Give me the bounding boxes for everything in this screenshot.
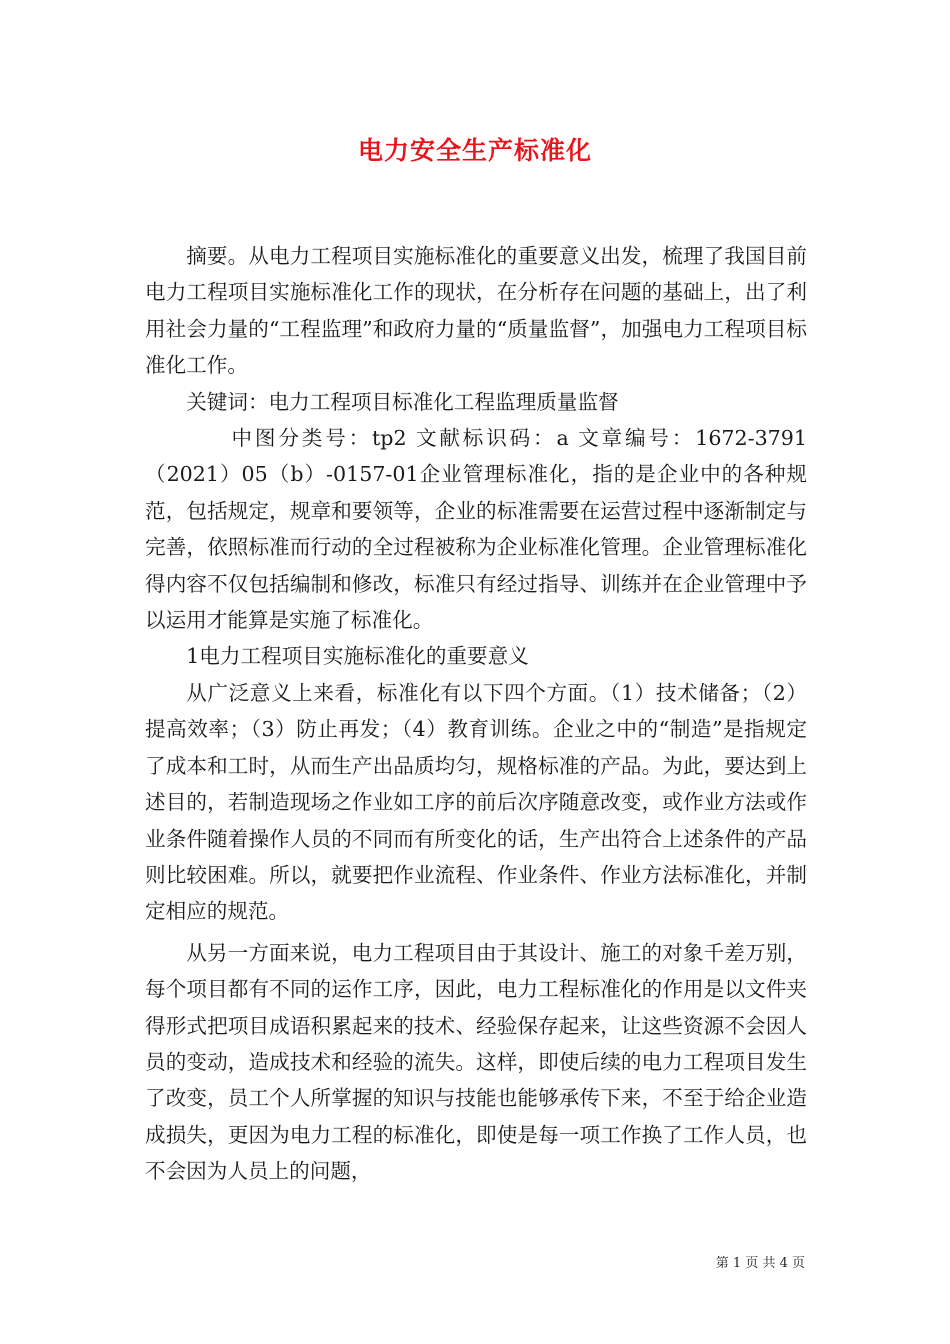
document-title: 电力安全生产标准化 (357, 136, 592, 165)
keywords-paragraph: 关键词：电力工程项目标准化工程监理质量监督 (186, 389, 619, 414)
body-paragraph: 从另一方面来说，电力工程项目由于其设计、施工的对象千差万别，每个项目都有不同的运作工序，因此，电力工程标准化的作用是以文件夹得形式把项目成语积累起来的技术、经验保存起来，让这些资源不会因人员的变动，造成技术和经验的流失。这样，即使后续的电力工程项目发生了改变，员工个人所掌握的知识与技能也能够承传下来，不至于给企业造成损失，更因为电力工程的标准化，即使是每一项工作换了工作人员，也不会因为人员上的问题， (145, 940, 807, 1184)
abstract-paragraph: 摘要。从电力工程项目实施标准化的重要意义出发，梳理了我国目前电力工程项目实施标准化工作的现状，在分析存在问题的基础上，出了利用社会力量的“工程监理”和政府力量的“质量监督”，加强电力工程项目标准化工作。 (145, 244, 807, 378)
section-heading: 1电力工程项目实施标准化的重要意义 (186, 644, 529, 669)
classification-paragraph: 中图分类号：tp2 文献标识码：a 文章编号：1672-3791（2021）05（b）-0157-01企业管理标准化，指的是企业中的各种规范，包括规定，规章和要领等，企业的标准需要在运营过程中逐渐制定与完善，依照标准而行动的全过程被称为企业标准化管理。企业管理标准化得内容不仅包括编制和修改，标准只有经过指导、训练并在企业管理中予以运用才能算是实施了标准化。 (145, 426, 807, 633)
document-body (145, 238, 807, 1190)
body-paragraph: 从广泛意义上来看，标准化有以下四个方面。（1）技术储备；（2）提高效率；（3）防止再发；（4）教育训练。企业之中的“制造”是指规定了成本和工时，从而生产出品质均匀，规格标准的产品。为此，要达到上述目的，若制造现场之作业如工序的前后次序随意改变，或作业方法或作业条件随着操作人员的不同而有所变化的话，生产出符合上述条件的产品则比较困难。所以，就要把作业流程、作业条件、作业方法标准化，并制定相应的规范。 (145, 680, 807, 924)
page-number: 第 1 页 共 4 页 (715, 1256, 805, 1271)
